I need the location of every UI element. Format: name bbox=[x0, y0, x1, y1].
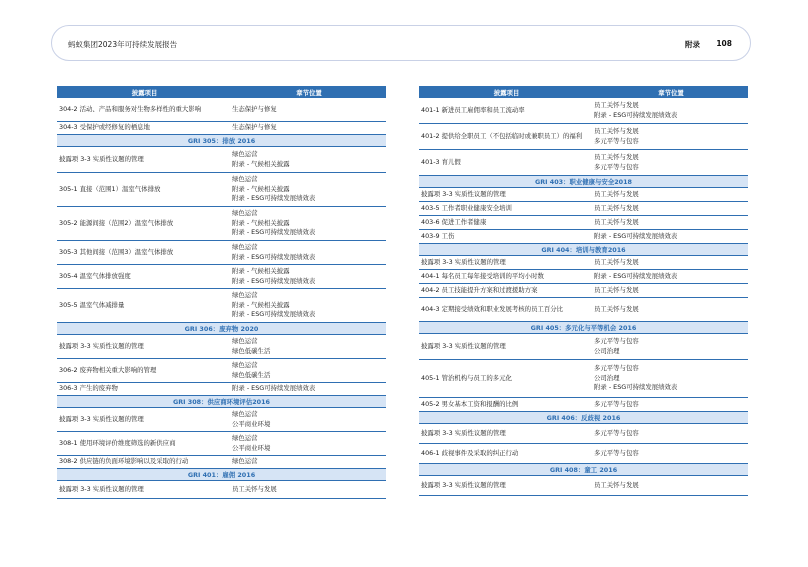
table-row bbox=[57, 383, 386, 396]
chapter-location bbox=[594, 364, 748, 393]
location-line: 附录 - 气候相关披露 bbox=[232, 300, 290, 309]
table-row bbox=[419, 98, 748, 124]
table-header bbox=[57, 86, 386, 98]
page-number: 108 bbox=[716, 39, 732, 48]
location-line: 绿色低碳生活 bbox=[232, 370, 271, 379]
disclosure-item: 披露项 3-3 实质性议题的管理 bbox=[421, 480, 506, 489]
location-line: 附录 - ESG可持续发展绩效表 bbox=[594, 231, 678, 240]
location-line: 多元平等与包容 bbox=[594, 136, 639, 145]
chapter-location bbox=[232, 291, 386, 320]
chapter-location bbox=[232, 457, 386, 467]
disclosure-item: 披露项 3-3 实质性议题的管理 bbox=[59, 154, 144, 163]
table-row bbox=[57, 289, 386, 323]
chapter-location bbox=[594, 204, 748, 214]
left-index-table bbox=[57, 86, 386, 499]
chapter-location bbox=[232, 150, 386, 169]
location-line: 多元平等与包容 bbox=[594, 428, 639, 437]
location-line: 员工关怀与发展 bbox=[594, 203, 639, 212]
chapter-location bbox=[232, 267, 386, 286]
location-line: 多元平等与包容 bbox=[594, 399, 639, 408]
chapter-location bbox=[594, 337, 748, 356]
disclosure-item: 305-2 能源间接（范围2）温室气体排放 bbox=[59, 218, 174, 227]
chapter-location bbox=[232, 434, 386, 453]
location-line: 员工关怀与发展 bbox=[594, 100, 639, 109]
chapter-location bbox=[594, 218, 748, 228]
chapter-location bbox=[594, 127, 748, 146]
location-line: 附录 - ESG可持续发展绩效表 bbox=[594, 110, 678, 119]
section-name: 附录 bbox=[685, 40, 700, 49]
table-row bbox=[57, 122, 386, 135]
page-header bbox=[51, 25, 751, 61]
location-line: 绿色运营 bbox=[232, 291, 258, 300]
location-line: 员工关怀与发展 bbox=[594, 126, 639, 135]
location-line: 员工关怀与发展 bbox=[594, 304, 639, 313]
location-line: 绿色运营 bbox=[232, 175, 258, 184]
disclosure-item: 披露项 3-3 实质性议题的管理 bbox=[421, 257, 506, 266]
chapter-location bbox=[594, 481, 748, 491]
location-line: 生态保护与修复 bbox=[232, 123, 277, 132]
disclosure-item: 305-5 温室气体减排量 bbox=[59, 300, 125, 309]
location-line: 附录 - ESG可持续发展绩效表 bbox=[232, 252, 316, 261]
location-line: 公平商业环境 bbox=[232, 419, 271, 428]
location-line: 员工关怀与发展 bbox=[594, 189, 639, 198]
gri-section-header: GRI 305：排放 2016 bbox=[57, 135, 386, 147]
chapter-location bbox=[232, 243, 386, 262]
chapter-location bbox=[594, 258, 748, 268]
location-line: 绿色运营 bbox=[232, 457, 258, 466]
table-row bbox=[419, 360, 748, 398]
header-location: 章节位置 bbox=[296, 88, 322, 97]
table-row bbox=[419, 334, 748, 360]
location-line: 附录 - ESG可持续发展绩效表 bbox=[594, 271, 678, 280]
disclosure-item: 披露项 3-3 实质性议题的管理 bbox=[59, 484, 144, 493]
chapter-location bbox=[232, 209, 386, 238]
chapter-location bbox=[594, 232, 748, 242]
table-row bbox=[419, 256, 748, 270]
table-row bbox=[57, 481, 386, 499]
disclosure-item: 306-3 产生的废弃物 bbox=[59, 384, 118, 393]
header-disclosure: 披露项目 bbox=[131, 88, 158, 97]
table-row bbox=[57, 147, 386, 173]
chapter-location bbox=[232, 361, 386, 380]
table-row bbox=[419, 476, 748, 496]
location-line: 绿色运营 bbox=[232, 149, 258, 158]
location-line: 绿色运营 bbox=[232, 360, 258, 369]
table-row bbox=[57, 359, 386, 383]
chapter-location bbox=[594, 449, 748, 459]
table-row bbox=[57, 335, 386, 359]
disclosure-item: 305-1 直接（范围1）温室气体排放 bbox=[59, 184, 161, 193]
location-line: 员工关怀与发展 bbox=[594, 217, 639, 226]
gri-section-header: GRI 403：职业健康与安全2018 bbox=[419, 176, 748, 188]
chapter-location bbox=[594, 190, 748, 200]
chapter-location bbox=[594, 101, 748, 120]
chapter-location bbox=[232, 337, 386, 356]
table-row bbox=[419, 444, 748, 464]
disclosure-item: 披露项 3-3 实质性议题的管理 bbox=[421, 428, 506, 437]
gri-section-header: GRI 405：多元化与平等机会 2016 bbox=[419, 322, 748, 334]
chapter-location bbox=[594, 272, 748, 282]
table-row bbox=[419, 424, 748, 444]
table-row bbox=[419, 124, 748, 150]
table-row bbox=[57, 456, 386, 469]
location-line: 绿色运营 bbox=[232, 433, 258, 442]
location-line: 公司治理 bbox=[594, 346, 620, 355]
chapter-location bbox=[594, 429, 748, 439]
table-row bbox=[419, 230, 748, 244]
table-row bbox=[57, 98, 386, 122]
location-line: 多元平等与包容 bbox=[594, 448, 639, 457]
location-line: 员工关怀与发展 bbox=[594, 480, 639, 489]
location-line: 公平商业环境 bbox=[232, 443, 271, 452]
location-line: 多元平等与包容 bbox=[594, 364, 639, 373]
header-disclosure: 披露项目 bbox=[493, 88, 520, 97]
disclosure-item: 308-2 供应链的负面环境影响以及采取的行动 bbox=[59, 457, 189, 466]
disclosure-item: 405-2 男女基本工资和报酬的比例 bbox=[421, 399, 519, 408]
table-row bbox=[419, 398, 748, 412]
disclosure-item: 披露项 3-3 实质性议题的管理 bbox=[59, 414, 144, 423]
disclosure-item: 305-4 温室气体排放强度 bbox=[59, 271, 131, 280]
location-line: 员工关怀与发展 bbox=[594, 257, 639, 266]
chapter-location bbox=[594, 153, 748, 172]
location-line: 员工关怀与发展 bbox=[232, 484, 277, 493]
disclosure-item: 406-1 歧视事件及采取的纠正行动 bbox=[421, 448, 519, 457]
disclosure-item: 305-3 其他间接（范围3）温室气体排放 bbox=[59, 247, 174, 256]
location-line: 绿色运营 bbox=[232, 209, 258, 218]
header-location: 章节位置 bbox=[658, 88, 684, 97]
location-line: 附录 - ESG可持续发展绩效表 bbox=[232, 228, 316, 237]
location-line: 员工关怀与发展 bbox=[594, 285, 639, 294]
location-line: 附录 - 气候相关披露 bbox=[232, 266, 290, 275]
disclosure-item: 403-5 工作者职业健康安全培训 bbox=[421, 203, 512, 212]
disclosure-item: 304-3 受保护或经修复的栖息地 bbox=[59, 123, 150, 132]
location-line: 附录 - ESG可持续发展绩效表 bbox=[232, 276, 316, 285]
disclosure-item: 404-2 员工技能提升方案和过渡援助方案 bbox=[421, 285, 538, 294]
chapter-location bbox=[232, 485, 386, 495]
location-line: 多元平等与包容 bbox=[594, 162, 639, 171]
chapter-location bbox=[232, 410, 386, 429]
disclosure-item: 308-1 使用环境评价维度筛选的新供应商 bbox=[59, 438, 176, 447]
table-row bbox=[57, 408, 386, 432]
disclosure-item: 404-3 定期接受绩效和职业发展考核的员工百分比 bbox=[421, 304, 564, 313]
table-row bbox=[419, 216, 748, 230]
chapter-location bbox=[594, 305, 748, 315]
disclosure-item: 306-2 废弃物相关重大影响的管理 bbox=[59, 365, 157, 374]
disclosure-item: 401-2 提供给全职员工（不包括临时或兼职员工）的福利 bbox=[421, 131, 583, 140]
disclosure-item: 304-2 活动、产品和服务对生物多样性的重大影响 bbox=[59, 104, 202, 113]
report-title: 蚂蚁集团2023年可持续发展报告 bbox=[68, 40, 178, 49]
gri-section-header: GRI 408：童工 2016 bbox=[419, 464, 748, 476]
disclosure-item: 401-3 育儿假 bbox=[421, 157, 461, 166]
location-line: 附录 - ESG可持续发展绩效表 bbox=[594, 383, 678, 392]
disclosure-item: 披露项 3-3 实质性议题的管理 bbox=[421, 189, 506, 198]
table-header bbox=[419, 86, 748, 98]
table-row bbox=[57, 241, 386, 265]
location-line: 绿色运营 bbox=[232, 336, 258, 345]
location-line: 附录 - 气候相关披露 bbox=[232, 184, 290, 193]
gri-section-header: GRI 401：雇佣 2016 bbox=[57, 469, 386, 481]
table-row bbox=[419, 150, 748, 176]
chapter-location bbox=[232, 105, 386, 115]
table-row bbox=[57, 432, 386, 456]
location-line: 附录 - 气候相关披露 bbox=[232, 218, 290, 227]
location-line: 附录 - 气候相关披露 bbox=[232, 159, 290, 168]
location-line: 绿色低碳生活 bbox=[232, 346, 271, 355]
disclosure-item: 405-1 管治机构与员工的多元化 bbox=[421, 373, 512, 382]
table-row bbox=[419, 298, 748, 322]
location-line: 附录 - ESG可持续发展绩效表 bbox=[232, 310, 316, 319]
chapter-location bbox=[594, 286, 748, 296]
chapter-location bbox=[232, 175, 386, 204]
gri-section-header: GRI 406：反歧视 2016 bbox=[419, 412, 748, 424]
right-index-table bbox=[419, 86, 748, 496]
location-line: 多元平等与包容 bbox=[594, 336, 639, 345]
table-row bbox=[419, 270, 748, 284]
gri-section-header: GRI 308：供应商环境评估2016 bbox=[57, 396, 386, 408]
disclosure-item: 403-6 促进工作者健康 bbox=[421, 217, 487, 226]
disclosure-item: 404-1 每名员工每年接受培训的平均小时数 bbox=[421, 271, 544, 280]
chapter-location bbox=[232, 123, 386, 133]
disclosure-item: 401-1 新进员工雇佣率和员工流动率 bbox=[421, 105, 525, 114]
table-row bbox=[57, 207, 386, 241]
chapter-location bbox=[232, 384, 386, 394]
table-row bbox=[57, 173, 386, 207]
location-line: 附录 - ESG可持续发展绩效表 bbox=[232, 384, 316, 393]
location-line: 附录 - ESG可持续发展绩效表 bbox=[232, 194, 316, 203]
location-line: 绿色运营 bbox=[232, 409, 258, 418]
disclosure-item: 403-9 工伤 bbox=[421, 231, 455, 240]
table-row bbox=[419, 202, 748, 216]
disclosure-item: 披露项 3-3 实质性议题的管理 bbox=[421, 341, 506, 350]
location-line: 绿色运营 bbox=[232, 242, 258, 251]
location-line: 员工关怀与发展 bbox=[594, 152, 639, 161]
chapter-location bbox=[594, 400, 748, 410]
table-row bbox=[57, 265, 386, 289]
disclosure-item: 披露项 3-3 实质性议题的管理 bbox=[59, 341, 144, 350]
location-line: 生态保护与修复 bbox=[232, 104, 277, 113]
gri-section-header: GRI 306：废弃物 2020 bbox=[57, 323, 386, 335]
table-body bbox=[57, 98, 386, 499]
table-row bbox=[419, 188, 748, 202]
location-line: 公司治理 bbox=[594, 373, 620, 382]
gri-section-header: GRI 404：培训与教育2016 bbox=[419, 244, 748, 256]
table-row bbox=[419, 284, 748, 298]
table-body bbox=[419, 98, 748, 496]
